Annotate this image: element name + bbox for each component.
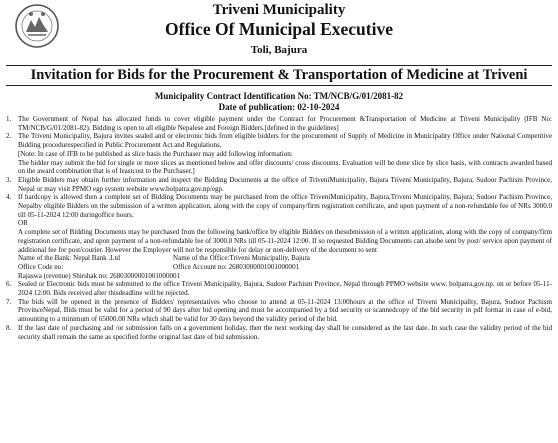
office-location: Toli, Bajura [250, 44, 308, 56]
bank-row [6, 254, 552, 263]
item-text: The bids will be opened in the presence of Bidders' representatives who choose to attend at 05-11-2024 13:00hours at the office of Triveni Municipality, Bajura, Sudoor Pachism ProvinceNepal, Bids must be valid for a period of 90 days after bid opening and must be accompanied by a bid security or scannedcopy of the bid security in pdf format in case of e-bid, amounting to a minimum of 65000.00 NRs which shall be valid for 30 days beyond the validity period of the bid. [18, 297, 552, 324]
item-number: 3. [6, 175, 12, 184]
item-number: 4. [6, 193, 12, 202]
bank-office-name: Name of the Office:Triveni Municipality, Bajura [173, 254, 310, 263]
notice-title: Invitation for Bids for the Procurement & Transportation of Medicine at Triveni [6, 65, 552, 86]
notice-body [6, 115, 552, 341]
or-label: OR [18, 219, 28, 228]
item-number: 2. [6, 132, 12, 141]
note-line: [Note: In case of IFB to be published as slice basis the Purchaser may add following information: [18, 149, 293, 158]
item-number: 7. [6, 297, 12, 306]
list-item [6, 193, 552, 219]
contract-identification: Municipality Contract Identification No: TM/NCB/G/01/2081-82 [154, 91, 404, 101]
list-item [6, 298, 552, 324]
item-text: Sealed or Electronic bids must be submitted to the office Triveni Municipality, Bajura, Sudoor Pachism Province, Nepal through PPMO website www. bolpatra.gov.np. on or before 05-11-2024 12:00. Bids received after thisdeadline will be rejected. [18, 280, 552, 298]
item-number: 1. [6, 115, 12, 123]
bank-name: Name of the Bank: Nepal Bank .Ltd [18, 254, 120, 263]
list-item [6, 115, 552, 132]
or-paragraph: A complete set of Bidding Documents may be purchased from the following bank/office by eligible Bidders on thesubmission of a written application, along with the copy of company/firm registration certificate, and upon payment of a non-refundable fee of 3000.0 NRs till 05-11-2024 12:00. If so requested Bidding Documents can alsobe sent by post/ service upon payment of additional fee for post/courier. However the Employer will not be responsible for delay or non-delivery of the document to sent [18, 228, 552, 254]
office-name: Office Of Municipal Executive [165, 19, 393, 39]
item-number: 6. [6, 280, 12, 289]
office-code: Office Code no: [18, 262, 64, 271]
rajaswa-line: Rajaswa (revenue) Shirshak no: 26803000001001000001 [18, 271, 181, 280]
nepal-emblem-icon [14, 2, 60, 50]
list-item [6, 132, 552, 149]
office-account-number: Office Account no: 26803000001001000001 [173, 262, 300, 271]
item-text: The Triveni Municipality, Bajura invites sealed and or electronic bids from eligible bidders for the procurement of Supply of Medicine in Municipality Office under National Competitive Bidding procedurespecified in Public Procurement Act and Regulations. [18, 132, 552, 150]
item-text: Eligible Bidders may obtain further information and inspect the Bidding Documents at the office of TriveniMunicipality, Bajura Triveni Municipality, Bajura, Sudoor Pachism Province, Nepal or may visit PPMO egp system website www.bolpatra.gov.np/egp. [18, 175, 552, 193]
bank-row [6, 263, 552, 272]
municipality-name: Triveni Municipality [212, 2, 346, 18]
notice-header [6, 0, 552, 65]
item-text: If the last date of purchasing and /or submission falls on a government holiday, then the next working day shall be considered as the last date. In such case the validity period of the bid security shall remain the same as specified forthe original last date of bid submission. [18, 323, 552, 341]
list-item [6, 324, 552, 341]
list-item [6, 176, 552, 193]
note-paragraph: The bidder may submit the bid for single or more slices as mentioned below and offer discounts/ cross discounts. Evaluation will be done slice by slice basis, with contracts awarded based on the award combination that is of leastcost to the Purchaser.] [18, 158, 552, 176]
item-number: 8. [6, 323, 12, 332]
publication-date: Date of publication: 02-10-2024 [218, 102, 340, 112]
item-text: The Government of Nepal has allocated funds to cover eligible payment under the Contract for Procurement &Transportation of Medicine at Triveni Municipality (IFB No: TM/NCB/G/01/2081-82). Bidding is open to all eligible Nepalese and Foreign Bidders.[defined in the guidelines] [18, 115, 552, 132]
item-text: If hardcopy is allowed then a complete set of Bidding Documents may be purchased from the office TriveniMunicipality, Bajura,Triveni Municipality, Bajura; Sudoor Pachism Province, Nepalby eligible Bidders on the submission of a written application, along with the copy of company/firm registration certificate, and upon payment of a non-refundable fee of NRs 3000.0 till 05-11-2024 12:00 duringoffice hours. [18, 193, 552, 219]
list-item [6, 280, 552, 297]
